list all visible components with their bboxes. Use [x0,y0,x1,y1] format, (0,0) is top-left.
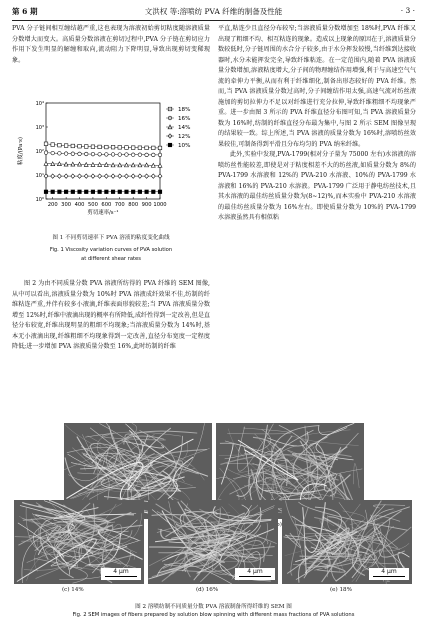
x-tick-label: 400 [74,202,85,208]
series-line-18 [46,144,160,148]
series-line-16 [46,153,160,155]
data-point [71,144,75,148]
data-point [138,146,142,150]
right-paragraph-2: 此外,实验中发现,PVA-1799(相对分子量为 75000 左右)水溶液的溶喷纺丝性能较差,即使是对于粘度相差不大的纺丝液,如质量分数为 8%的 PVA-1799 水溶液和 12%的 PVA-210 水溶液、10%的 PVA-1799 水溶液和 16%的 PVA-210 水溶液。PVA-1799 广泛用于静电纺丝技术,且其水溶液的最佳纺丝质量分数为(8~12)%,而本实验中 PVA-210 水溶液的最佳纺丝质量分数为 16%左右。即使质量分数为 10%的 PVA-1799 水溶液虽然具有相似粘 [218,151,416,221]
data-point [58,190,62,194]
legend-entry: 14% [178,125,191,131]
data-point [84,152,88,156]
data-point [58,143,62,147]
page-number: · 3 · [400,6,415,15]
data-point [138,153,142,157]
x-tick-label: 800 [128,202,139,208]
sem-label-c: (c) 14% [62,587,84,593]
data-point [64,174,68,178]
figure-1-caption-zh: 图 1 不同剪切速率下 PVA 溶液的粘度变化曲线 [52,235,170,241]
data-point [158,190,162,194]
scale-bar: 4 μm [101,568,141,580]
data-point [105,145,109,149]
data-point [98,152,102,156]
y-tick-label: 10⁰ [35,197,44,203]
data-point [51,143,55,147]
data-point [78,190,82,194]
data-point [118,146,122,150]
figure-2-caption-en: Fig. 2 SEM images of fibers prepared by solution blow spinning with different mass fractions of PVA solutions [72,612,355,618]
sem-image-d [148,500,278,584]
data-point [91,174,95,178]
data-point [125,153,129,157]
data-point [91,145,95,149]
x-tick-label: 200 [47,202,58,208]
data-point [151,174,155,178]
data-point [151,153,155,157]
data-point [131,190,135,194]
x-tick-label: 500 [87,202,98,208]
data-point [71,174,75,178]
x-tick-label: 300 [61,202,72,208]
data-point [64,190,68,194]
data-point [44,190,48,194]
data-point [57,174,61,178]
data-point [44,142,48,146]
data-point [98,190,102,194]
legend-entry: 10% [178,143,191,149]
sem-label-d: (d) 16% [196,587,219,593]
y-tick-label: 10² [35,149,44,155]
data-point [145,174,149,178]
figure-1-caption-en: Fig. 1 Viscosity variation curves of PVA solution [49,247,173,253]
data-point [91,190,95,194]
issue-number: 第 6 期 [12,7,38,16]
data-point [98,174,102,178]
data-point [125,190,129,194]
left-text-bottom: 图 2 为由不同质量分数 PVA 溶液所纺得的 PVA 纤维的 SEM 图像,从中可以看出,溶液质量分数为 10%时 PVA 溶液成纤效果不佳,纺制的纤维粘连严重,并伴有较多小液滴,纤维表面形貌较差;当 PVA 溶液质量分数增至 12%时,纤维中液滴出现的概率有所降低,成纤性得到一定改善,但是直径分布较宽,纤维出现明显的粗细不均现象;当溶液质量分数为 14%时,基本无小液滴出现,纤维粗细不均现象得到一定改善,直径分布宽度一定程度降低;进一步增加 PVA 溶液质量分数至 16%,此时纺制的纤维 [12,280,211,350]
sem-image-e [282,500,412,584]
data-point [51,151,55,155]
figure-2-caption-zh: 图 2 溶喷纺制不同质量分数 PVA 溶液制备所得纤维的 SEM 图 [135,604,292,610]
data-point [58,152,62,156]
x-tick-label: 1000 [153,202,167,208]
figure-1-caption-en-line2: at different shear rates [81,256,141,262]
data-point [151,190,155,194]
data-point [158,153,162,157]
sem-image-c [14,500,144,584]
data-point [118,190,122,194]
x-axis-label: 剪切速率/s⁻¹ [87,210,119,216]
data-point [111,153,115,157]
data-point [51,174,55,178]
data-point [64,144,68,148]
viscosity-chart [12,97,210,232]
data-point [111,145,115,149]
data-point [151,146,155,150]
data-point [111,190,115,194]
data-point [84,145,88,149]
data-point [145,146,149,150]
data-point [118,174,122,178]
data-point [91,152,95,156]
left-paragraph-bottom [12,279,210,353]
data-point [51,190,55,194]
data-point [105,153,109,157]
y-axis-label: 粘度/(Pa·s) [18,137,24,165]
data-point [105,190,109,194]
data-point [64,152,68,156]
x-tick-label: 900 [141,202,152,208]
legend-entry: 16% [178,116,191,122]
data-point [125,146,129,150]
figure-1-chart [12,97,210,232]
data-point [98,145,102,149]
data-point [71,190,75,194]
data-point [111,174,115,178]
y-tick-label: 10¹ [35,173,44,179]
scale-bar: 4 μm [369,568,409,580]
data-point [131,174,135,178]
y-tick-label: 10³ [35,125,44,131]
y-tick-label: 10⁴ [35,101,44,107]
data-point [84,174,88,178]
scale-bar: 4 μm [235,568,275,580]
data-point [44,174,48,178]
data-point [118,153,122,157]
data-point [145,190,149,194]
data-point [158,174,162,178]
data-point [78,144,82,148]
legend-entry: 18% [178,107,191,113]
data-point [131,146,135,150]
right-paragraph-1: 平直,粘连少且直径分布较窄;当溶液质量分数增加至 18%时,PVA 纤维又出现了粗细不均、相互粘连的现象。造成以上现象的原因在于,溶液质量分数较低时,分子链周围的水合分子较多,由于水分挥发较慢,当纤维到达接收器时,水分未能挥发完全,导致纤维粘连。在一定范围内,随着 PVA 溶液质量分数增加,溶液粘度增大,分子间的物理缠结作用增强,利于与高速空气气流的牵伸力平衡,从而有利于纤维细化,制备出形态较好的 PVA 纤维。然而,当 PVA 溶液质量分数过高时,分子间缠结作用太强,高速气流对纺丝液施加的剪切拉伸力不足以对纤维进行充分拉伸,导致纤维粗细不均现象严重。进一步由图 3 所示的 PVA 纤维直径分布图可知,当 PVA 溶液质量分数为 16%时,纺制的纤维直径分布最为集中,与图 2 所示 SEM 图像呈现的结果较一致。综上所述,当 PVA 溶液的质量分数为 16%时,溶喷纺丝效果较佳,可制备得到平滑且分布均匀的 PVA 纳米纤维。 [218,25,416,148]
right-column [218,24,416,224]
x-tick-label: 600 [101,202,112,208]
data-point [71,152,75,156]
series-line-14 [46,164,160,166]
x-tick-label: 700 [114,202,125,208]
plot-frame [46,103,160,199]
data-point [124,174,128,178]
data-point [158,146,162,150]
data-point [44,151,48,155]
data-point [138,190,142,194]
data-point [84,190,88,194]
left-paragraph-top [12,24,210,66]
legend-entry: 12% [178,134,191,140]
data-point [145,153,149,157]
running-header [12,6,415,18]
sem-label-e: (e) 18% [330,587,352,593]
running-title: 文洪权 等:溶喷纺 PVA 纤维的制备及性能 [144,7,283,16]
data-point [131,153,135,157]
left-text-top: PVA 分子链间相互缠结越严重,这也表现为溶液初始剪切粘度随溶液质量分数增大而变大。高质量分数溶液在剪切过程中,PVA 分子链在剪切应力作用下发生明显的解缠和取向,流动阻力下降明显,导致出现剪切变稀现象。 [12,25,210,64]
data-point [78,152,82,156]
data-point [104,174,108,178]
data-point [138,174,142,178]
data-point [78,174,82,178]
header-rule [12,20,415,21]
